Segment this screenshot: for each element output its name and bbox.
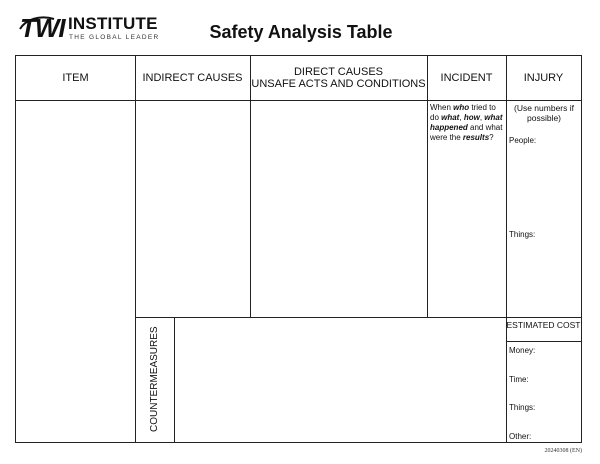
header-direct-causes bbox=[250, 56, 427, 100]
document-code: 20240308 (EN) bbox=[544, 448, 582, 454]
cost-things-label: Things: bbox=[509, 403, 536, 412]
header-indirect-causes: INDIRECT CAUSES bbox=[142, 72, 243, 84]
incident-prompt: When who tried to do what, how, what happened and what were the results? bbox=[430, 103, 503, 142]
injury-things-label: Things: bbox=[509, 230, 536, 239]
col-divider-1 bbox=[135, 56, 136, 442]
cost-other-label: Other: bbox=[509, 432, 532, 441]
header-divider bbox=[16, 100, 581, 101]
header-incident: INCIDENT bbox=[440, 72, 493, 84]
logo-name: INSTITUTE bbox=[68, 14, 158, 33]
countermeasures-label: COUNTERMEASURES bbox=[149, 326, 160, 432]
col-divider-4 bbox=[506, 56, 507, 442]
cost-money-label: Money: bbox=[509, 346, 536, 355]
estimated-cost-divider bbox=[506, 341, 581, 342]
logo-tagline: THE GLOBAL LEADER bbox=[69, 34, 160, 41]
header-direct-causes-line2: UNSAFE ACTS AND CONDITIONS bbox=[251, 78, 426, 90]
injury-people-label: People: bbox=[509, 136, 537, 145]
injury-note: (Use numbers if possible) bbox=[514, 103, 574, 123]
page-title: Safety Analysis Table bbox=[209, 22, 393, 42]
header-direct-causes-line1: DIRECT CAUSES bbox=[293, 66, 384, 78]
logo-brand: TWI bbox=[20, 13, 65, 43]
countermeasures-divider bbox=[135, 317, 581, 318]
header-injury: INJURY bbox=[523, 72, 564, 84]
header-item: ITEM bbox=[62, 72, 89, 84]
cost-time-label: Time: bbox=[509, 375, 529, 384]
countermeasures-label-divider bbox=[174, 317, 175, 442]
safety-analysis-table bbox=[15, 55, 582, 443]
estimated-cost-heading: ESTIMATED COST bbox=[506, 320, 581, 330]
